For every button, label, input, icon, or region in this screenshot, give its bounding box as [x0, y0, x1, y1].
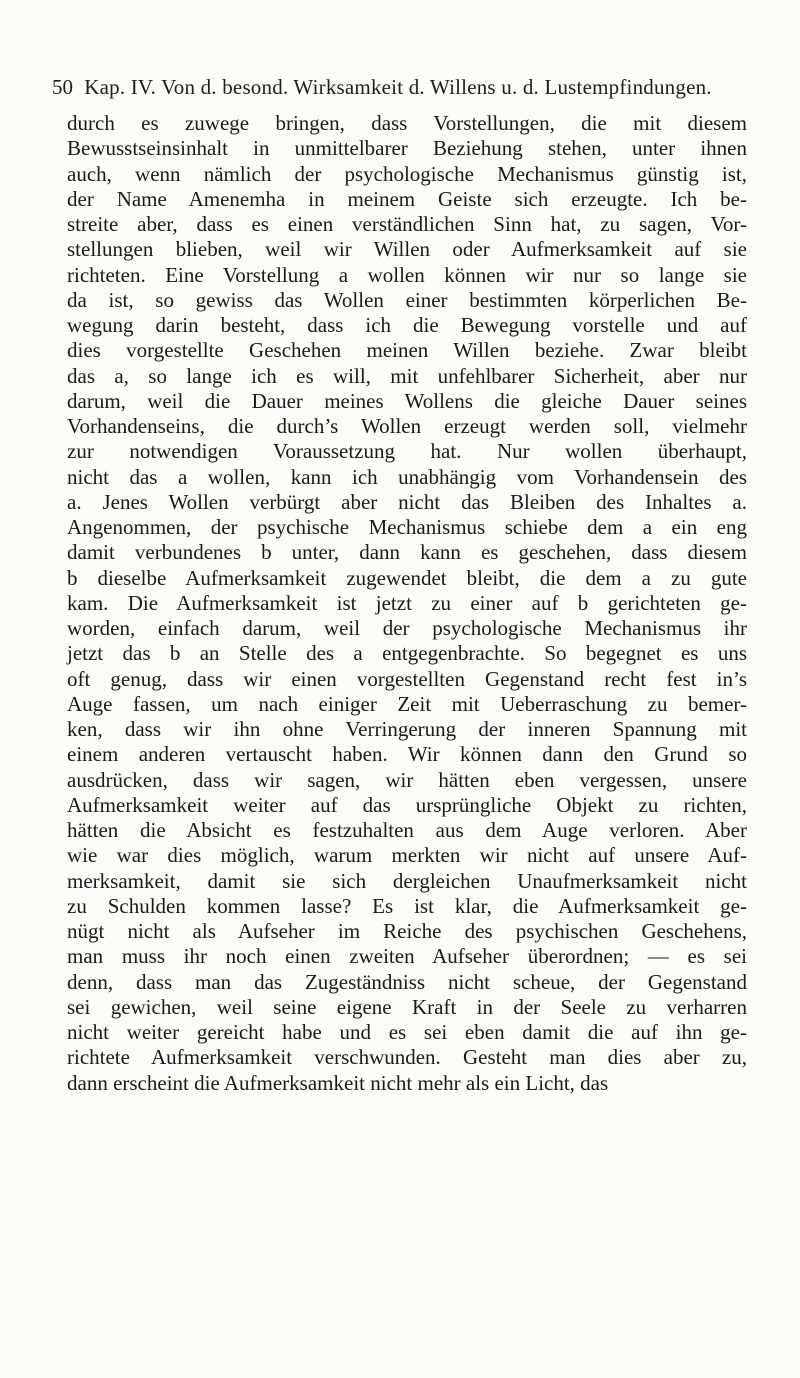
text-line: der Name Amenemha in meinem Geiste sich erzeugte. Ich be- [67, 186, 747, 211]
text-line: ken, dass wir ihn ohne Verringerung der inneren Spannung mit [67, 717, 747, 741]
text-line: durch es zuwege bringen, dass Vorstellungen, die mit diesem [67, 111, 747, 135]
text-line: auch, wenn nämlich der psychologische Mechanismus günstig ist, [67, 161, 747, 186]
text-line: zu Schulden kommen lasse? Es ist klar, die Aufmerksamkeit ge- [67, 893, 747, 918]
text-line: worden, einfach darum, weil der psychologische Mechanismus ihr [67, 616, 747, 640]
text-line: darum, weil die Dauer meines Wollens die gleiche Dauer seines [67, 388, 747, 413]
text-line: nicht weiter gereicht habe und es sei eben damit die auf ihn ge- [67, 1020, 747, 1044]
text-line: merksamkeit, damit sie sich dergleichen Unaufmerksamkeit nicht [67, 868, 747, 893]
text-line: ausdrücken, dass wir sagen, wir hätten eben vergessen, unsere [67, 767, 747, 792]
text-line: dies vorgestellte Geschehen meinen Willen beziehe. Zwar bleibt [67, 338, 747, 363]
running-head-title: Kap. IV. Von d. besond. Wirksamkeit d. Willens u. d. Lustempfindungen. [84, 75, 712, 99]
text-line: das a, so lange ich es will, mit unfehlbarer Sicherheit, aber nur [67, 363, 747, 388]
text-line: da ist, so gewiss das Wollen einer bestimmten körperlichen Be- [67, 287, 747, 312]
text-line: hätten die Absicht es festzuhalten aus dem Auge verloren. Aber [67, 818, 747, 842]
text-line: richtete Aufmerksamkeit verschwunden. Gesteht man dies aber zu, [67, 1045, 747, 1070]
text-line: dann erscheint die Aufmerksamkeit nicht mehr als ein Licht, das [67, 1070, 609, 1095]
text-line: Auge fassen, um nach einiger Zeit mit Ueberraschung zu bemer- [67, 691, 747, 716]
text-line: a. Jenes Wollen verbürgt aber nicht das Bleiben des Inhaltes a. [67, 489, 747, 514]
text-line: denn, dass man das Zugeständniss nicht scheue, der Gegenstand [67, 969, 747, 994]
text-line: Angenommen, der psychische Mechanismus schiebe dem a ein eng [67, 515, 747, 539]
text-line: wie war dies möglich, warum merkten wir nicht auf unsere Auf- [67, 843, 747, 868]
text-line: oft genug, dass wir einen vorgestellten Gegenstand recht fest in’s [67, 666, 747, 691]
text-line: jetzt das b an Stelle des a entgegenbrachte. So begegnet es uns [67, 641, 747, 666]
page-number: 50 [52, 75, 73, 99]
text-line: Aufmerksamkeit weiter auf das ursprüngliche Objekt zu richten, [67, 792, 747, 817]
body-text [67, 111, 747, 1096]
text-line: nicht das a wollen, kann ich unabhängig vom Vorhandensein des [67, 464, 747, 489]
text-line: b dieselbe Aufmerksamkeit zugewendet bleibt, die dem a zu gute [67, 565, 747, 590]
text-line: man muss ihr noch einen zweiten Aufseher überordnen; — es sei [67, 944, 747, 969]
text-line: stellungen blieben, weil wir Willen oder Aufmerksamkeit auf sie [67, 237, 747, 262]
text-line: zur notwendigen Voraussetzung hat. Nur wollen überhaupt, [67, 439, 747, 464]
running-header [52, 75, 752, 105]
text-line: sei gewichen, weil seine eigene Kraft in der Seele zu verharren [67, 994, 747, 1019]
text-line: streite aber, dass es einen verständlichen Sinn hat, zu sagen, Vor- [67, 212, 747, 236]
text-line: damit verbundenes b unter, dann kann es geschehen, dass diesem [67, 540, 747, 565]
text-line: nügt nicht als Aufseher im Reiche des psychischen Geschehens, [67, 919, 747, 943]
text-line: Vorhandenseins, die durch’s Wollen erzeugt werden soll, vielmehr [67, 414, 747, 438]
text-line: wegung darin besteht, dass ich die Bewegung vorstelle und auf [67, 313, 747, 337]
text-line: kam. Die Aufmerksamkeit ist jetzt zu einer auf b gerichteten ge- [67, 590, 747, 615]
text-line: richteten. Eine Vorstellung a wollen können wir nur so lange sie [67, 262, 747, 287]
text-line: Bewusstseinsinhalt in unmittelbarer Beziehung stehen, unter ihnen [67, 136, 747, 161]
text-line: einem anderen vertauscht haben. Wir können dann den Grund so [67, 742, 747, 767]
